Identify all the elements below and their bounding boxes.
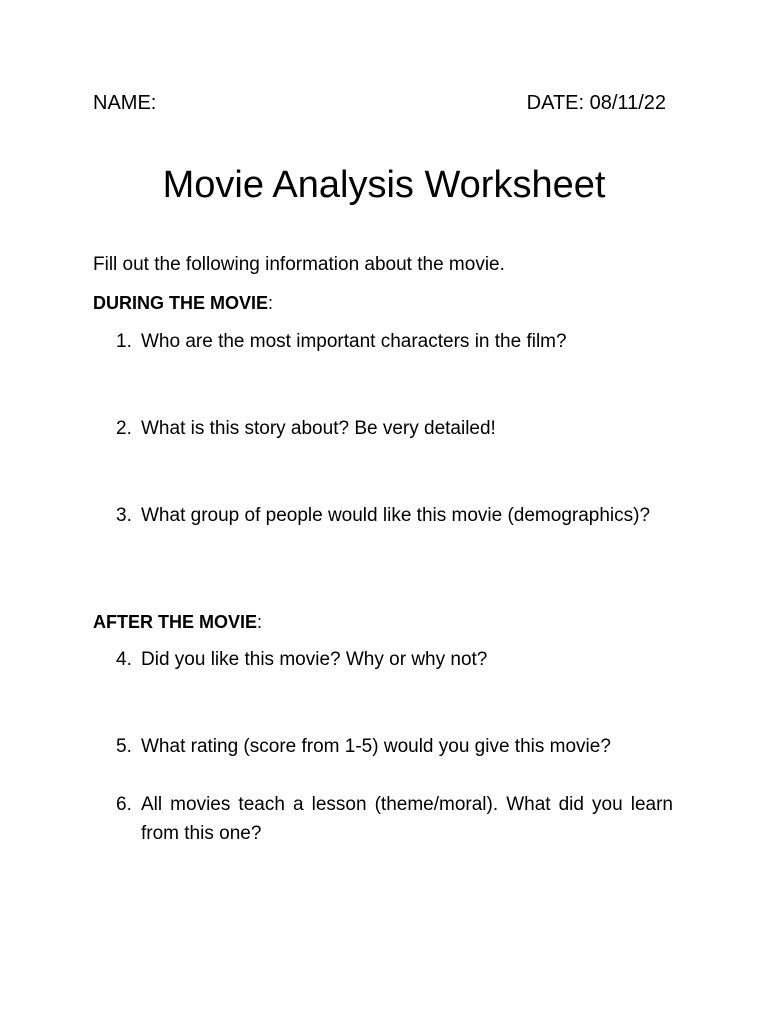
page-title: Movie Analysis Worksheet	[162, 164, 606, 206]
name-label: NAME:	[93, 92, 157, 114]
header-row	[93, 89, 666, 117]
question-2	[93, 414, 673, 443]
section-heading-during-colon: :	[268, 293, 274, 313]
question-6	[93, 790, 673, 848]
question-1-text: Who are the most important characters in the film?	[141, 331, 567, 352]
section-heading-after	[93, 609, 262, 635]
question-5-text: What rating (score from 1-5) would you give this movie?	[141, 736, 611, 757]
question-5-number: 5.	[116, 736, 132, 757]
question-1	[93, 327, 673, 356]
question-5	[93, 732, 673, 761]
intro-text: Fill out the following information about the movie.	[93, 254, 505, 275]
question-3	[93, 501, 673, 530]
question-2-number: 2.	[116, 418, 132, 439]
question-4-text: Did you like this movie? Why or why not?	[141, 649, 488, 670]
question-1-number: 1.	[116, 331, 132, 352]
question-4	[93, 645, 673, 674]
section-heading-during-label: DURING THE MOVIE	[93, 293, 269, 313]
question-3-text: What group of people would like this movie (demographics)?	[141, 505, 651, 526]
question-2-text: What is this story about? Be very detailed!	[141, 418, 496, 439]
date-label: DATE: 08/11/22	[526, 92, 666, 114]
question-6-text: All movies teach a lesson (theme/moral). What did you learn from this one?	[141, 794, 673, 844]
question-4-number: 4.	[116, 649, 132, 670]
section-heading-after-label: AFTER THE MOVIE	[93, 612, 258, 632]
section-heading-after-colon: :	[257, 612, 263, 632]
question-6-number: 6.	[116, 794, 132, 815]
question-3-number: 3.	[116, 505, 132, 526]
section-heading-during	[93, 290, 273, 316]
